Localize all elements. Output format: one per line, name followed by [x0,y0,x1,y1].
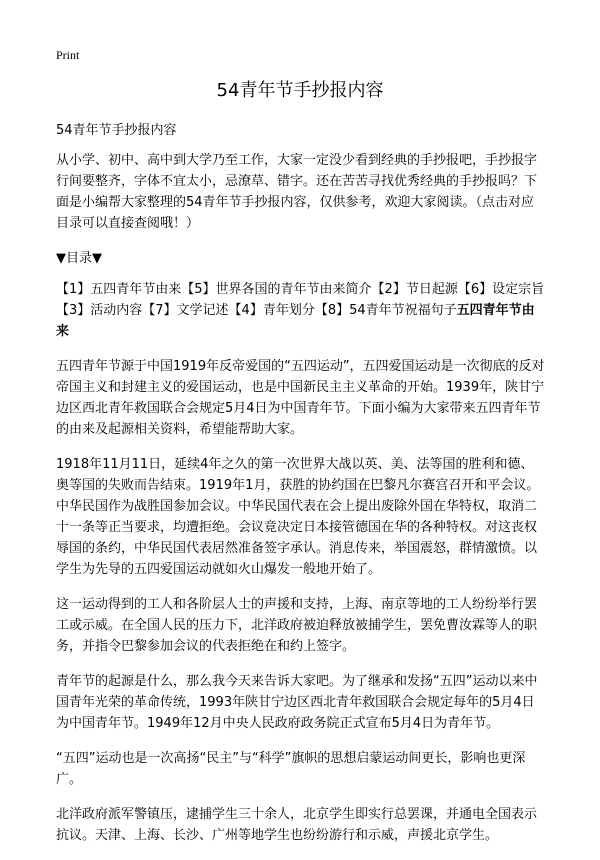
body-paragraph: 这一运动得到的工人和各阶层人士的声援和支持，上海、南京等地的工人纷纷举行罢工或示威。在全国人民的压力下，北洋政府被迫释放被捕学生，罢免曹汝霖等人的职务，并指令巴黎参加会议的代表拒绝在和约上签字。 [56,597,538,654]
body-paragraph: 青年节的起源是什么，那么我今天来告诉大家吧。为了继承和发扬“五四”运动以来中国青年光荣的革命传统，1993年陕甘宁边区西北青年救国联合会规定每年的5月4日为中国青年节。1949年12月中央人民政府政务院正式宣布5月4日为青年节。 [56,674,538,731]
document-subtitle: 54青年节手抄报内容 [56,123,177,138]
print-label[interactable]: Print [56,48,80,62]
body-paragraph: 1918年11月11日，延续4年之久的第一次世界大战以英、美、法等国的胜利和德、奥等国的失败而告结束。1919年1月，获胜的协约国在巴黎凡尔赛宫召开和平会议。中华民国作为战胜国参加会议。中华民国代表在会上提出废除外国在华特权，取消二十一条等正当要求，均遭拒绝。会议竟决定日本接管德国在华的各种特权。对这丧权辱国的条约，中华民国代表居然准备签字承认。消息传来，举国震怒，群情激愤。以学生为先导的五四爱国运动就如火山爆发一般地开始了。 [56,457,540,577]
body-paragraph: “五四”运动也是一次高扬“民主”与“科学”旗帜的思想启蒙运动间更长，影响也更深广。 [56,751,526,787]
document-content [56,120,546,860]
document-title: 54青年节手抄报内容 [216,80,384,101]
body-paragraph: 五四青年节源于中国1919年反帝爱国的“五四运动”，五四爱国运动是一次彻底的反对帝国主义和封建主义的爱国运动，也是中国新民主主义革命的开始。1939年，陕甘宁边区西北青年救国联合会规定5月4日为中国青年节。下面小编为大家带来五四青年节的由来及起源相关资料，希望能帮助大家。 [56,359,545,437]
toc-items[interactable]: 【1】五四青年节由来【5】世界各国的青年节由来简介【2】节日起源【6】设定宗旨【3】活动内容【7】文学记述【4】青年划分【8】54青年节祝福句子 [56,282,545,318]
section-heading: 五四青年节由来 [56,303,535,339]
intro-paragraph: 从小学、初中、高中到大学乃至工作，大家一定没少看到经典的手抄报吧，手抄报字行间要整齐，字体不宜太小，忌潦草、错字。还在苦苦寻找优秀经典的手抄报吗？下面是小编帮大家整理的54青年节手抄报内容，仅供参考，欢迎大家阅读。（点击对应目录可以直接查阅哦！） [56,153,538,231]
toc-label: ▼目录▼ [56,251,102,266]
toc-list [56,279,546,342]
body-paragraph: 北洋政府派军警镇压，逮捕学生三十余人，北京学生即实行总罢课，并通电全国表示抗议。天津、上海、长沙、广州等地学生也纷纷游行和示威，声援北京学生。 [56,807,538,843]
